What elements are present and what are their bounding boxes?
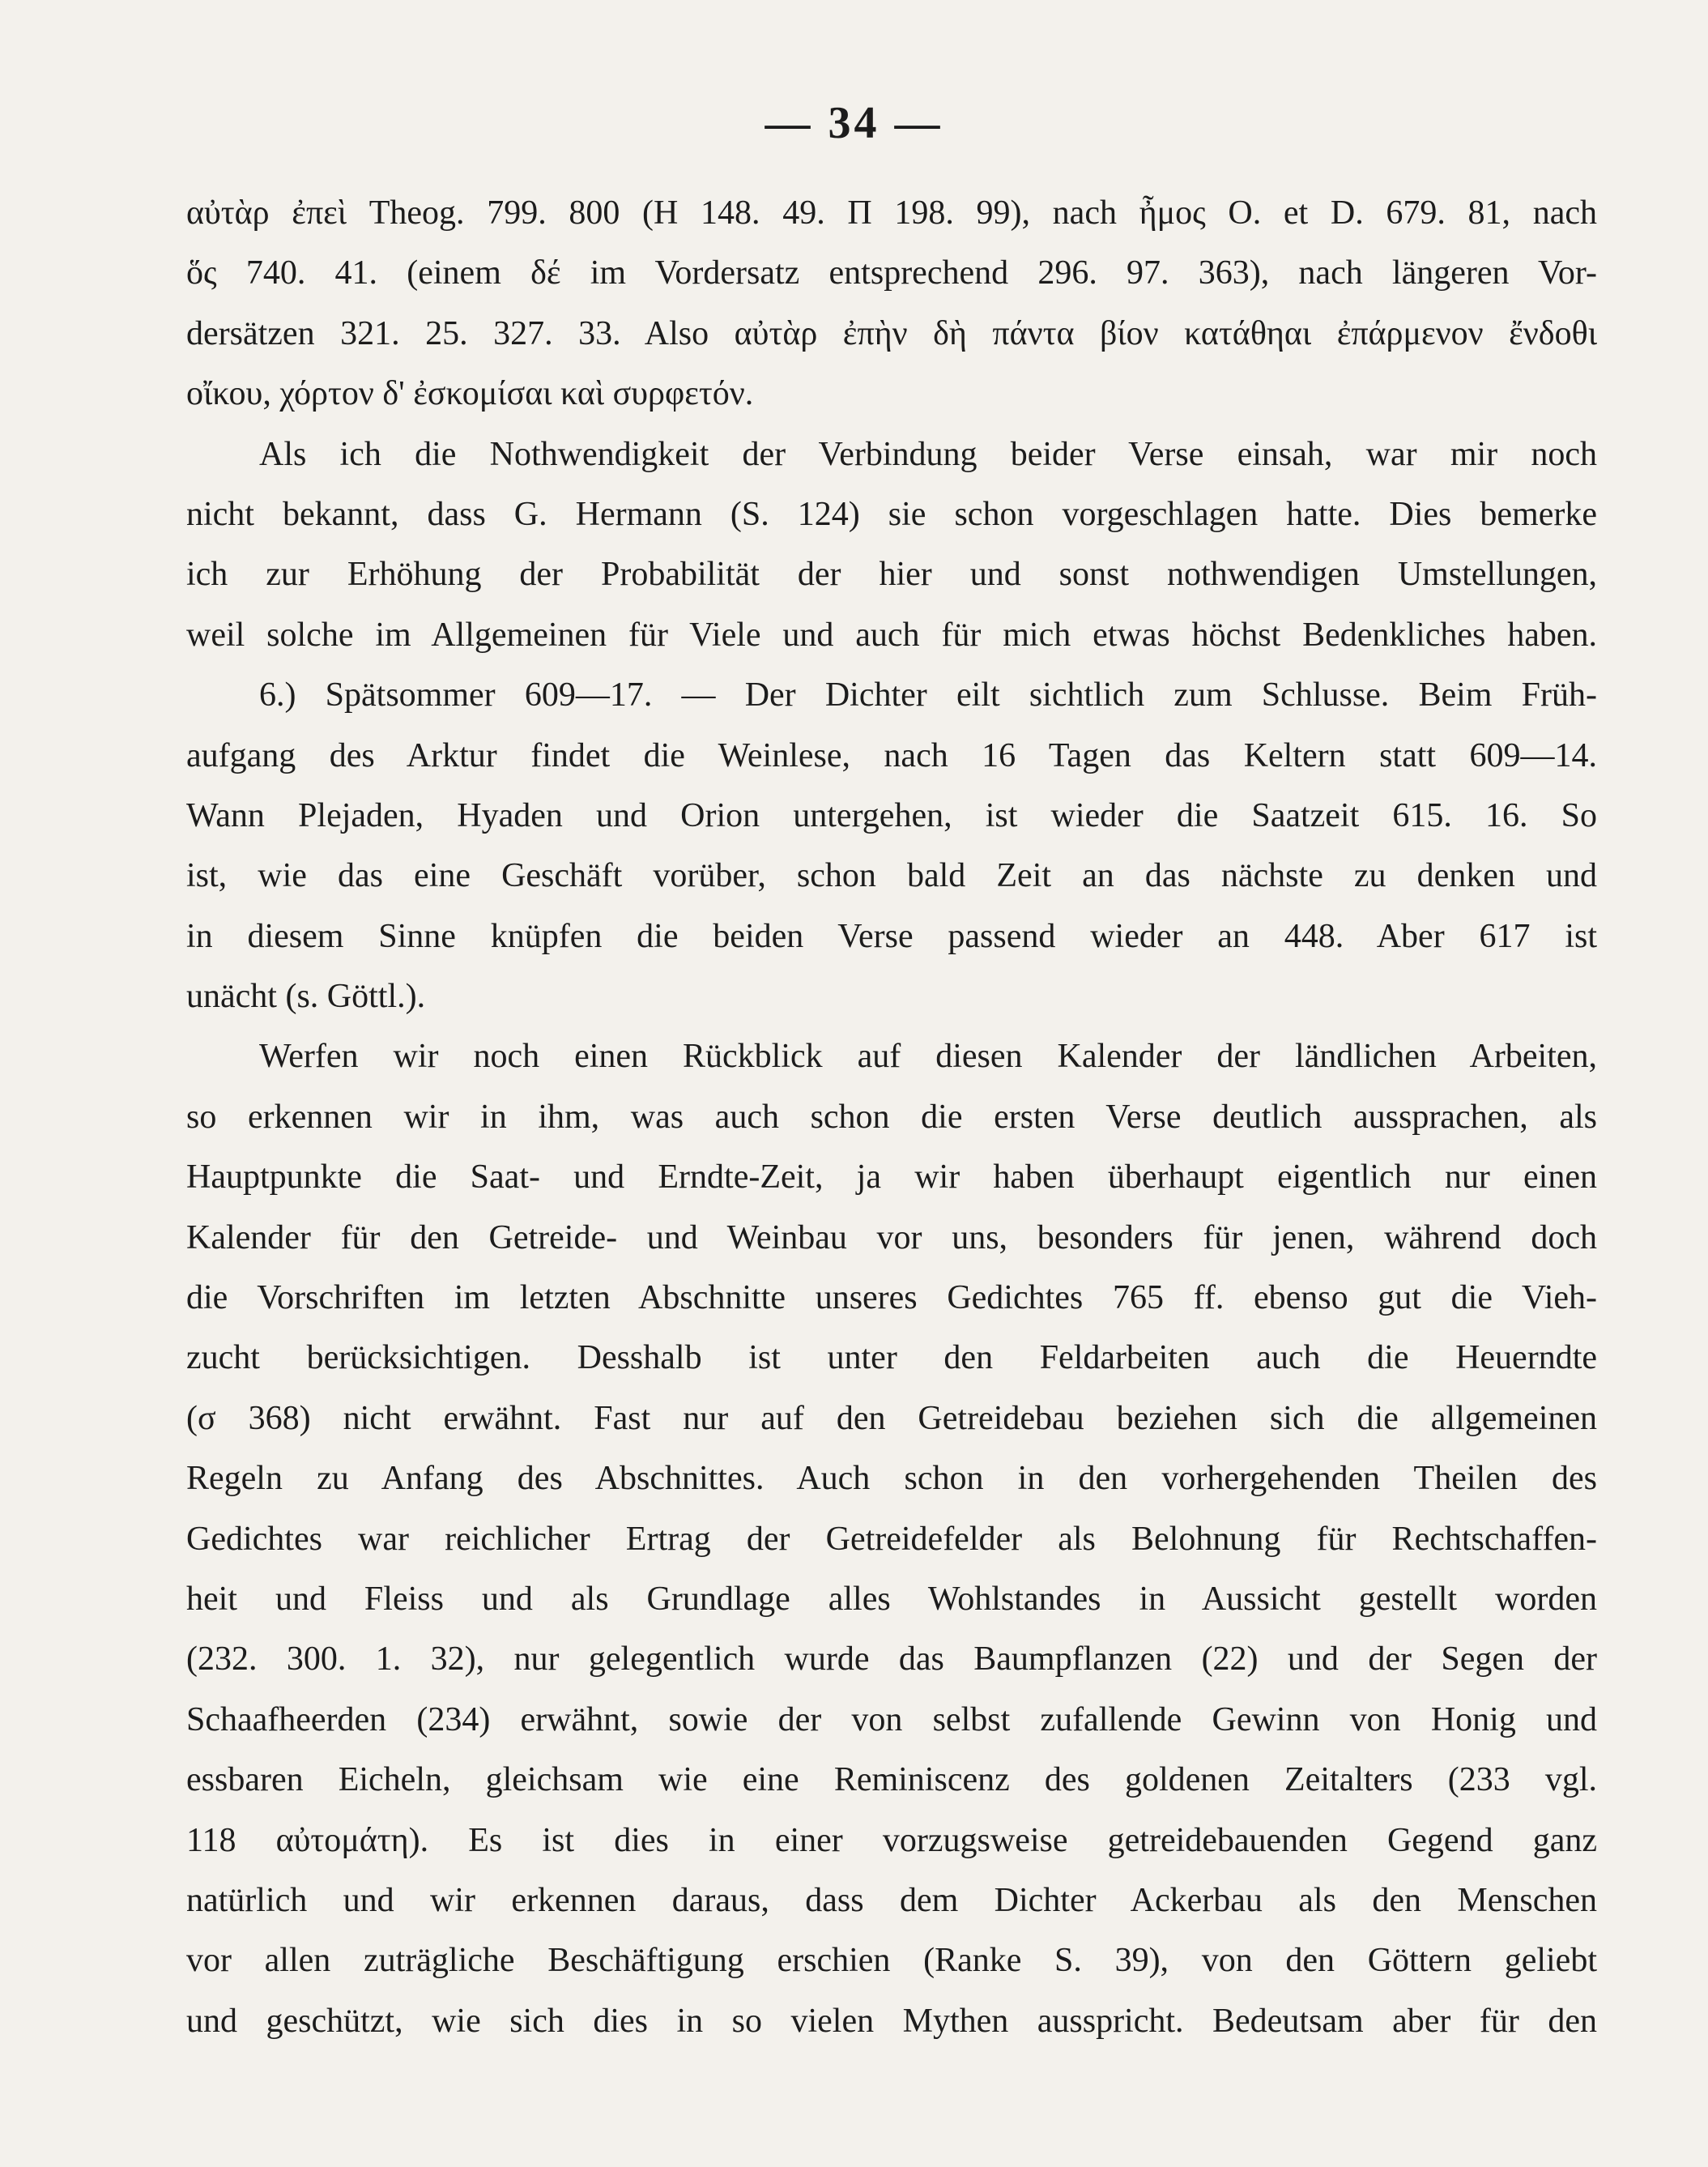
text-line: und geschützt, wie sich dies in so vielen Mythen ausspricht. Bedeutsam aber für den [186,2002,1597,2040]
text-line: in diesem Sinne knüpfen die beiden Verse passend wieder an 448. Aber 617 ist [186,917,1597,955]
text-line: ist, wie das eine Geschäft vorüber, schon bald Zeit an das nächste zu denken und [186,857,1597,895]
text-line: aufgang des Arktur findet die Weinlese, nach 16 Tagen das Keltern statt 609—14. [186,736,1597,774]
text-line: Als ich die Nothwendigkeit der Verbindung beider Verse einsah, war mir noch [259,435,1597,473]
text-line: Gedichtes war reichlicher Ertrag der Getreidefelder als Belohnung für Rechtschaffen- [186,1520,1597,1558]
text-line: 118 αὐτομάτη). Es ist dies in einer vorzugsweise getreidebauenden Gegend ganz [186,1821,1597,1859]
text-line: ὅς 740. 41. (einem δέ im Vordersatz entsprechend 296. 97. 363), nach längeren Vor- [186,254,1597,292]
text-line: so erkennen wir in ihm, was auch schon die ersten Verse deutlich aussprachen, als [186,1098,1597,1136]
text-line: zucht berücksichtigen. Desshalb ist unter den Feldarbeiten auch die Heuerndte [186,1339,1597,1377]
text-line: nicht bekannt, dass G. Hermann (S. 124) sie schon vorgeschlagen hatte. Dies bemerke [186,495,1597,533]
text-line: αὐτὰρ ἐπεὶ Theog. 799. 800 (H 148. 49. Π 198. 99), nach ἦμος O. et D. 679. 81, nach [186,194,1597,232]
text-line: dersätzen 321. 25. 327. 33. Also αὐτὰρ ἐπὴν δὴ πάντα βίον κατάθηαι ἐπάρμενον ἔνδοθι [186,314,1597,352]
text-line: 6.) Spätsommer 609—17. — Der Dichter eilt sichtlich zum Schlusse. Beim Früh- [259,676,1597,715]
text-line: vor allen zuträgliche Beschäftigung erschien (Ranke S. 39), von den Göttern geliebt [186,1942,1597,1980]
text-line: Hauptpunkte die Saat- und Erndte-Zeit, ja wir haben überhaupt eigentlich nur einen [186,1158,1597,1197]
text-line: (σ 368) nicht erwähnt. Fast nur auf den Getreidebau beziehen sich die allgemeinen [186,1399,1597,1437]
text-line: (232. 300. 1. 32), nur gelegentlich wurde das Baumpflanzen (22) und der Segen der [186,1640,1597,1679]
text-line: weil solche im Allgemeinen für Viele und auch für mich etwas höchst Bedenkliches haben. [186,616,1597,654]
text-line: die Vorschriften im letzten Abschnitte unseres Gedichtes 765 ff. ebenso gut die Vieh- [186,1279,1597,1317]
text-line: οἴκου, χόρτον δ' ἐσκομίσαι καὶ συρφετόν. [186,375,754,413]
page-number: — 34 — [765,98,943,148]
text-line: unächt (s. Göttl.). [186,978,426,1016]
text-line: heit und Fleiss und als Grundlage alles Wohlstandes in Aussicht gestellt worden [186,1580,1597,1618]
text-line: natürlich und wir erkennen daraus, dass dem Dichter Ackerbau als den Menschen [186,1881,1597,1919]
text-line: ich zur Erhöhung der Probabilität der hier und sonst nothwendigen Umstellungen, [186,556,1597,594]
text-line: Schaafheerden (234) erwähnt, sowie der von selbst zufallende Gewinn von Honig und [186,1700,1597,1738]
body-text [186,183,1597,2051]
text-line: Werfen wir noch einen Rückblick auf diesen Kalender der ländlichen Arbeiten, [259,1038,1597,1076]
text-line: Kalender für den Getreide- und Weinbau vor uns, besonders für jenen, während doch [186,1218,1597,1256]
text-line: essbaren Eicheln, gleichsam wie eine Reminiscenz des goldenen Zeitalters (233 vgl. [186,1761,1597,1799]
text-line: Regeln zu Anfang des Abschnittes. Auch schon in den vorhergehenden Theilen des [186,1460,1597,1498]
text-line: Wann Plejaden, Hyaden und Orion untergehen, ist wieder die Saatzeit 615. 16. So [186,796,1597,834]
